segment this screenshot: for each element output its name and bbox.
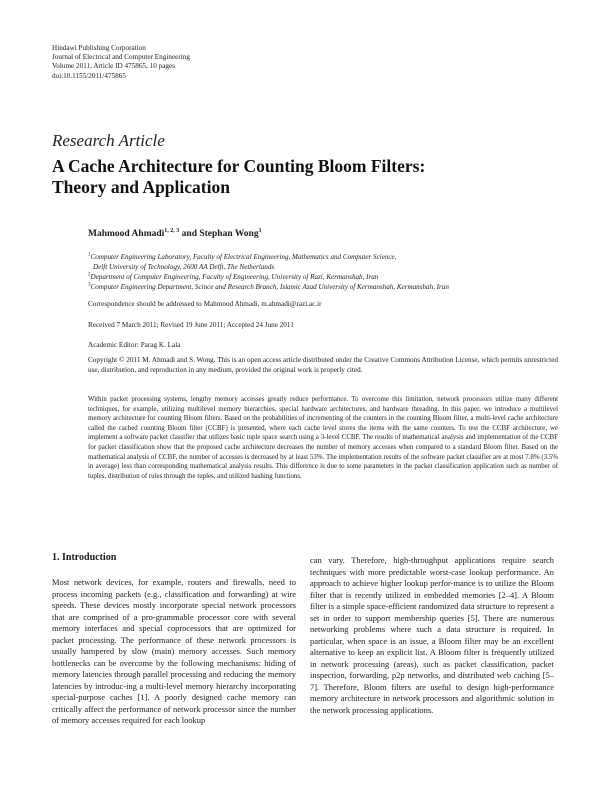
title-line-1: A Cache Architecture for Counting Bloom Filters:: [52, 156, 426, 176]
affiliation: $^2$Department of Computer Engineering, Faculty of Engineering, University of Razi, Kermanshah, Iran: [88, 272, 379, 281]
author-name: Stephan Wong: [199, 229, 259, 239]
doi: doi:10.1155/2011/475865: [52, 71, 126, 80]
intro-column-left: Most network devices, for example, routers and firewalls, need to process incoming packets (e.g., classification and forwarding) at wire speeds. These devices mostly incorporate special network processors that are comprised of a pro-grammable processor core with several memory interfaces and special coprocessors that are optimized for packet processing. The performance of these network processors is usually hampered by slow (main) memory accesses. Such memory bottlenecks can be overcome by the following mechanisms: hiding of memory latencies through parallel processing and reducing the memory latencies by introduc-ing a multi-level memory hierarchy incorporating special-purpose caches [1]. A poorly designed cache memory can critically affect the performance of network processor since the number of memory accesses required for each lookup: [52, 577, 296, 725]
abstract: Within packet processing systems, lengthy memory accesses greatly reduce performance. To overcome this limitation, network processors utilize many different techniques, for example, utilizing multilevel memory hierarchies, special hardware architectures, and hardware threading. In this paper, we introduce a multilevel memory architecture for counting Bloom filters. Based on the probabilities of incrementing of the counters in the counting Bloom filter, a multi-level cache architecture called the cached counting Bloom filter (CCBF) is presented, where each cache level stores the items with the same counters. To test the CCBF architecture, we implement a software packet classifier that utilizes basic tuple space search using a 3-level CCBF. The results of mathematical analysis and implementation of the CCBF for packet classification show that the proposed cache architecture decreases the number of memory accesses when compared to a standard Bloom filter. Based on the mathematical analysis of CCBF, the number of accesses is decreased by at least 53%. The implementation results of the software packet classifier are at most 7.8% (3.5% in average) less than corresponding mathematical analysis results. This difference is due to some parameters in the packet classification application such as number of tuples, distribution of rules through the tuples, and utilized hashing functions.: [88, 396, 558, 480]
copyright-notice: Copyright © 2011 M. Ahmadi and S. Wong. This is an open access article distributed under the Creative Commons Attribution License, which permits unrestricted use, distribution, and reproduction in any medium, provided the original work is properly cited.: [88, 356, 558, 374]
author-name: Mahmood Ahmadi: [88, 229, 165, 239]
article-dates: Received 7 March 2011; Revised 19 June 2011; Accepted 24 June 2011: [88, 321, 294, 329]
title-line-2: Theory and Application: [52, 177, 230, 197]
affiliations: [88, 252, 558, 292]
paper-title: [52, 156, 522, 198]
author-affiliation-marks: 1: [258, 227, 262, 234]
article-type: Research Article: [52, 131, 165, 150]
affiliation-continued: Delft University of Technology, 2600 AA Delft, The Netherlands: [93, 263, 275, 271]
author-list: [88, 229, 262, 239]
correspondence: Correspondence should be addressed to Mahmood Ahmadi, m.ahmadi@razi.ac.ir: [88, 300, 322, 308]
journal-header: [52, 44, 190, 81]
intro-column-right: can vary. Therefore, high-throughput applications require search techniques with more predictable worst-case lookup performance. An approach to achieve higher lookup perfor-mance is to utilize the Bloom filter that is recently utilized in embedded memories [2–4]. A Bloom filter is a simple space-efficient randomized data structure to represent a set in order to support membership queries [5]. There are numerous networking problems where such a data structure is required. In particular, when space is an issue, a Bloom filter may be an excellent alternative to keep an explicit list. A Bloom filter is frequently utilized in network processing (areas), such as packet classification, packet inspection, forwarding, p2p networks, and distributed web caching [5–7]. Therefore, Bloom filters are useful to design high-performance memory architecture in network processors and algorithmic solution in the network processing applications.: [310, 555, 554, 715]
publisher: Hindawi Publishing Corporation: [52, 44, 146, 52]
volume-info: Volume 2011, Article ID 475865, 10 pages: [52, 62, 175, 71]
journal-name: Journal of Electrical and Computer Engineering: [52, 53, 190, 62]
author-affiliation-marks: 1, 2, 3: [164, 227, 180, 234]
section-heading: 1. Introduction: [52, 552, 117, 563]
academic-editor: Academic Editor: Parag K. Lala: [88, 341, 181, 349]
affiliation: $^3$Computer Engineering Department, Scince and Research Branch, Islamic Azad University of Kermanshah, Kermanshah, Iran: [88, 282, 449, 291]
affiliation: $^1$Computer Engineering Laboratory, Faculty of Electrical Engineering, Mathematics and Computer Science,: [88, 252, 397, 261]
author-conjunction: and: [181, 229, 197, 239]
